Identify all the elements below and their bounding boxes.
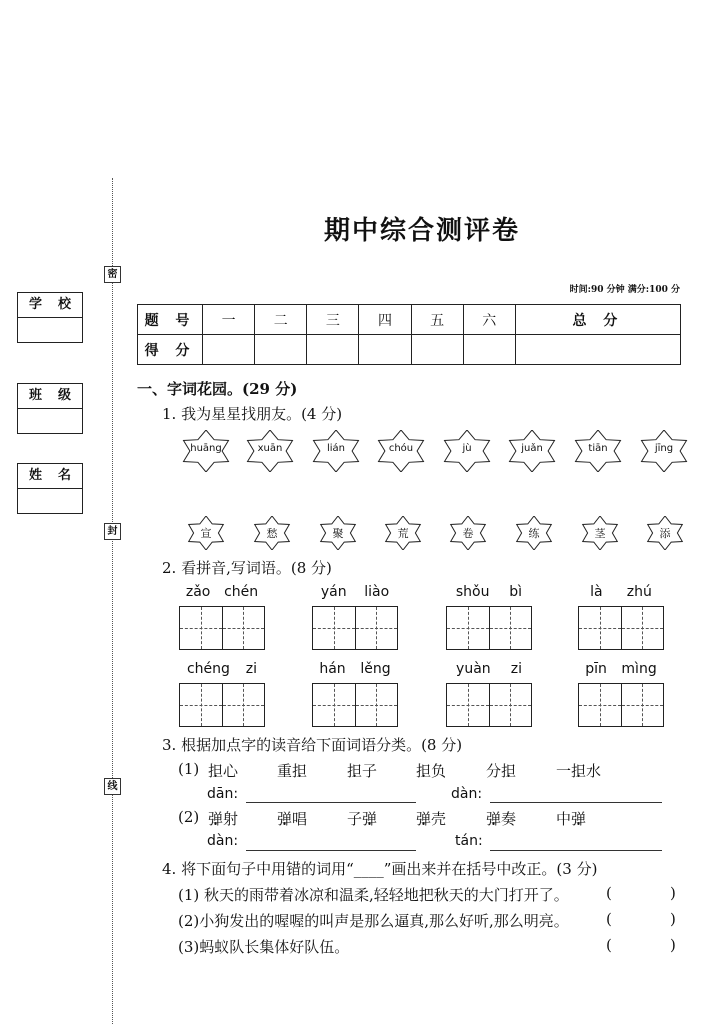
char-star[interactable] <box>252 516 292 550</box>
score-row <box>138 335 681 365</box>
header-cell: 一 <box>203 305 255 335</box>
q4-paren-open-1: ( <box>606 884 612 902</box>
q3-part2-blank1[interactable] <box>246 850 416 851</box>
pinyin-star-label: huāng <box>190 443 222 454</box>
pinyin-writing-group <box>312 661 398 727</box>
q3-part1-label: (1) <box>178 760 200 778</box>
emphasis-dot-char: 弹 <box>486 810 502 828</box>
pinyin-star-label: lián <box>326 443 346 454</box>
char-star-label: 宣 <box>200 527 212 540</box>
q4-sentence-1: (1) 秋天的雨带着冰凉和温柔,轻轻地把秋天的大门打开了。 <box>178 886 569 904</box>
pinyin-writing-group <box>312 584 398 650</box>
pinyin-writing-group <box>578 661 664 727</box>
score-cell[interactable] <box>463 335 515 365</box>
pinyin-b: bì <box>509 584 523 600</box>
score-cell[interactable] <box>359 335 411 365</box>
writing-cell[interactable] <box>621 607 664 649</box>
char-star[interactable] <box>186 516 226 550</box>
pinyin-writing-group <box>179 661 265 727</box>
char-star[interactable] <box>645 516 685 550</box>
writing-cell[interactable] <box>180 607 222 649</box>
classify-word: 担负 <box>416 762 447 780</box>
pinyin-writing-group <box>578 584 664 650</box>
emphasis-dot-char: 担 <box>208 762 224 780</box>
name-field[interactable] <box>18 489 82 513</box>
pinyin-line <box>312 584 398 606</box>
pinyin-b: chén <box>224 584 259 600</box>
pinyin-a: hán <box>319 661 346 677</box>
pinyin-b: zi <box>510 661 522 677</box>
pinyin-b: zhú <box>626 584 652 600</box>
pinyin-star[interactable] <box>375 430 427 472</box>
score-header-row <box>138 305 681 335</box>
pinyin-a: zǎo <box>185 584 211 600</box>
emphasis-dot-char: 担 <box>347 762 363 780</box>
pinyin-line <box>578 661 664 683</box>
q3-prompt: 3. 根据加点字的读音给下面词语分类。(8 分) <box>162 736 463 754</box>
classify-word: 弹壳 <box>416 810 447 828</box>
classify-word: 中弹 <box>556 810 587 828</box>
q1-prompt: 1. 我为星星找朋友。(4 分) <box>162 405 343 423</box>
char-star-label: 聚 <box>332 527 344 540</box>
header-cell: 四 <box>359 305 411 335</box>
emphasis-dot-char: 弹 <box>277 810 293 828</box>
pinyin-writing-group <box>446 584 532 650</box>
pinyin-writing-group <box>179 584 265 650</box>
pinyin-a: pīn <box>585 661 607 677</box>
q4-prompt: 4. 将下面句子中用错的词用“____”画出来并在括号中改正。(3 分) <box>162 860 598 878</box>
header-cell: 总 分 <box>515 305 680 335</box>
q3-part1-py1: dān: <box>207 786 239 802</box>
classify-word: 担子 <box>347 762 378 780</box>
pinyin-star-label: jīng <box>654 443 674 454</box>
q3-part1-py2: dàn: <box>451 786 483 802</box>
pinyin-line <box>446 584 532 606</box>
writing-cell[interactable] <box>579 607 621 649</box>
tianzige-grid <box>179 606 265 650</box>
pinyin-line <box>179 661 265 683</box>
classify-word: 担心 <box>208 762 239 780</box>
pinyin-a: shǒu <box>455 584 490 600</box>
q3-part2-blank2[interactable] <box>490 850 662 851</box>
pinyin-b: mìng <box>621 661 657 677</box>
writing-cell[interactable] <box>579 684 621 726</box>
emphasis-dot-char: 担 <box>571 762 587 780</box>
pinyin-star[interactable] <box>310 430 362 472</box>
q4-paren-close-2: ) <box>670 910 676 928</box>
char-star-label: 茎 <box>594 527 606 540</box>
writing-cell[interactable] <box>313 684 355 726</box>
q4-sentence-2: (2)小狗发出的喔喔的叫声是那么逼真,那么好听,那么明亮。 <box>178 912 569 930</box>
char-star-label: 添 <box>659 527 671 540</box>
pinyin-star-label: chóu <box>388 443 414 454</box>
header-cell: 六 <box>463 305 515 335</box>
school-label-b: 校 <box>57 297 71 312</box>
emphasis-dot-char: 弹 <box>208 810 224 828</box>
q4-answer-field-2[interactable] <box>618 910 668 930</box>
q4-answer-field-3[interactable] <box>618 936 668 956</box>
exam-meta: 时间:90 分钟 满分:100 分 <box>569 285 680 295</box>
classify-word: 弹唱 <box>277 810 308 828</box>
pinyin-b: liào <box>364 584 390 600</box>
pinyin-star-label: xuān <box>257 443 283 454</box>
q4-sentence-3: (3)蚂蚁队长集体好队伍。 <box>178 938 350 956</box>
classify-word: 弹奏 <box>486 810 517 828</box>
char-star[interactable] <box>580 516 620 550</box>
pinyin-a: yuàn <box>456 661 491 677</box>
pinyin-line <box>446 661 532 683</box>
header-cell: 题 号 <box>138 305 203 335</box>
header-cell: 二 <box>255 305 307 335</box>
q4-paren-close-1: ) <box>670 884 676 902</box>
pinyin-a: chéng <box>186 661 230 677</box>
score-cell[interactable] <box>203 335 255 365</box>
writing-cell[interactable] <box>355 684 398 726</box>
emphasis-dot-char: 弹 <box>571 810 587 828</box>
writing-cell[interactable] <box>621 684 664 726</box>
score-cell[interactable] <box>411 335 463 365</box>
score-cell[interactable] <box>515 335 680 365</box>
char-star-label: 练 <box>528 527 540 540</box>
emphasis-dot-char: 担 <box>501 762 517 780</box>
q3-part2-label: (2) <box>178 808 200 826</box>
marker-mi: 密 <box>104 266 121 283</box>
section-1-heading: 一、字词花园。(29 分) <box>137 380 298 398</box>
score-cell[interactable] <box>255 335 307 365</box>
q3-part2-py1: dàn: <box>207 833 239 849</box>
char-star[interactable] <box>318 516 358 550</box>
pinyin-star-label: juǎn <box>521 443 543 454</box>
pinyin-star[interactable] <box>506 430 558 472</box>
pinyin-line <box>312 661 398 683</box>
emphasis-dot-char: 担 <box>416 762 432 780</box>
classify-word: 子弹 <box>347 810 378 828</box>
tianzige-grid <box>312 606 398 650</box>
writing-cell[interactable] <box>180 684 222 726</box>
q3-part1-blank1[interactable] <box>246 802 416 803</box>
emphasis-dot-char: 弹 <box>362 810 378 828</box>
q4-paren-open-3: ( <box>606 936 612 954</box>
pinyin-line <box>179 584 265 606</box>
char-star-label: 愁 <box>266 527 278 540</box>
class-field[interactable] <box>18 409 82 433</box>
writing-cell[interactable] <box>489 607 532 649</box>
tianzige-grid <box>179 683 265 727</box>
score-table <box>137 304 681 365</box>
char-star-label: 卷 <box>462 527 474 540</box>
writing-cell[interactable] <box>447 607 489 649</box>
writing-cell[interactable] <box>313 607 355 649</box>
binding-cut-line <box>112 178 113 1024</box>
pinyin-star[interactable] <box>638 430 690 472</box>
tianzige-grid <box>578 606 664 650</box>
pinyin-writing-group <box>446 661 532 727</box>
school-field[interactable] <box>18 318 82 342</box>
name-label-a: 姓 <box>29 468 43 483</box>
tianzige-grid <box>446 683 532 727</box>
school-box <box>17 292 83 343</box>
char-star[interactable] <box>448 516 488 550</box>
header-cell: 三 <box>307 305 359 335</box>
q2-prompt: 2. 看拼音,写词语。(8 分) <box>162 559 332 577</box>
q3-part2-py2: tán: <box>455 833 483 849</box>
classify-word: 重担 <box>277 762 308 780</box>
pinyin-a: là <box>590 584 603 600</box>
writing-cell[interactable] <box>447 684 489 726</box>
class-box <box>17 383 83 434</box>
pinyin-b: zi <box>245 661 258 677</box>
score-cell[interactable] <box>307 335 359 365</box>
tianzige-grid <box>446 606 532 650</box>
writing-cell[interactable] <box>222 684 265 726</box>
pinyin-b: lěng <box>360 661 391 677</box>
class-label-a: 班 <box>29 388 43 403</box>
name-label-b: 名 <box>57 468 71 483</box>
classify-word: 一担水 <box>556 762 602 780</box>
pinyin-a: yán <box>320 584 347 600</box>
q4-answer-field-1[interactable] <box>618 884 668 904</box>
marker-xian: 线 <box>104 778 121 795</box>
pinyin-star[interactable] <box>441 430 493 472</box>
pinyin-star-label: tiān <box>588 443 608 454</box>
writing-cell[interactable] <box>222 607 265 649</box>
header-cell: 五 <box>411 305 463 335</box>
classify-word: 分担 <box>486 762 517 780</box>
tianzige-grid <box>578 683 664 727</box>
char-star[interactable] <box>514 516 554 550</box>
class-label-b: 级 <box>57 388 71 403</box>
school-label-a: 学 <box>29 297 43 312</box>
tianzige-grid <box>312 683 398 727</box>
pinyin-star-label: jù <box>462 443 472 454</box>
pinyin-line <box>578 584 664 606</box>
pinyin-star[interactable] <box>572 430 624 472</box>
writing-cell[interactable] <box>489 684 532 726</box>
row-label: 得 分 <box>138 335 203 365</box>
char-star-label: 荒 <box>397 527 409 540</box>
char-star[interactable] <box>383 516 423 550</box>
emphasis-dot-char: 弹 <box>416 810 432 828</box>
classify-word: 弹射 <box>208 810 239 828</box>
pinyin-star[interactable] <box>180 430 232 472</box>
pinyin-star[interactable] <box>244 430 296 472</box>
name-box <box>17 463 83 514</box>
q4-paren-open-2: ( <box>606 910 612 928</box>
page-title: 期中综合测评卷 <box>323 216 520 246</box>
writing-cell[interactable] <box>355 607 398 649</box>
q4-paren-close-3: ) <box>670 936 676 954</box>
q3-part1-blank2[interactable] <box>490 802 662 803</box>
emphasis-dot-char: 担 <box>292 762 308 780</box>
marker-feng: 封 <box>104 523 121 540</box>
